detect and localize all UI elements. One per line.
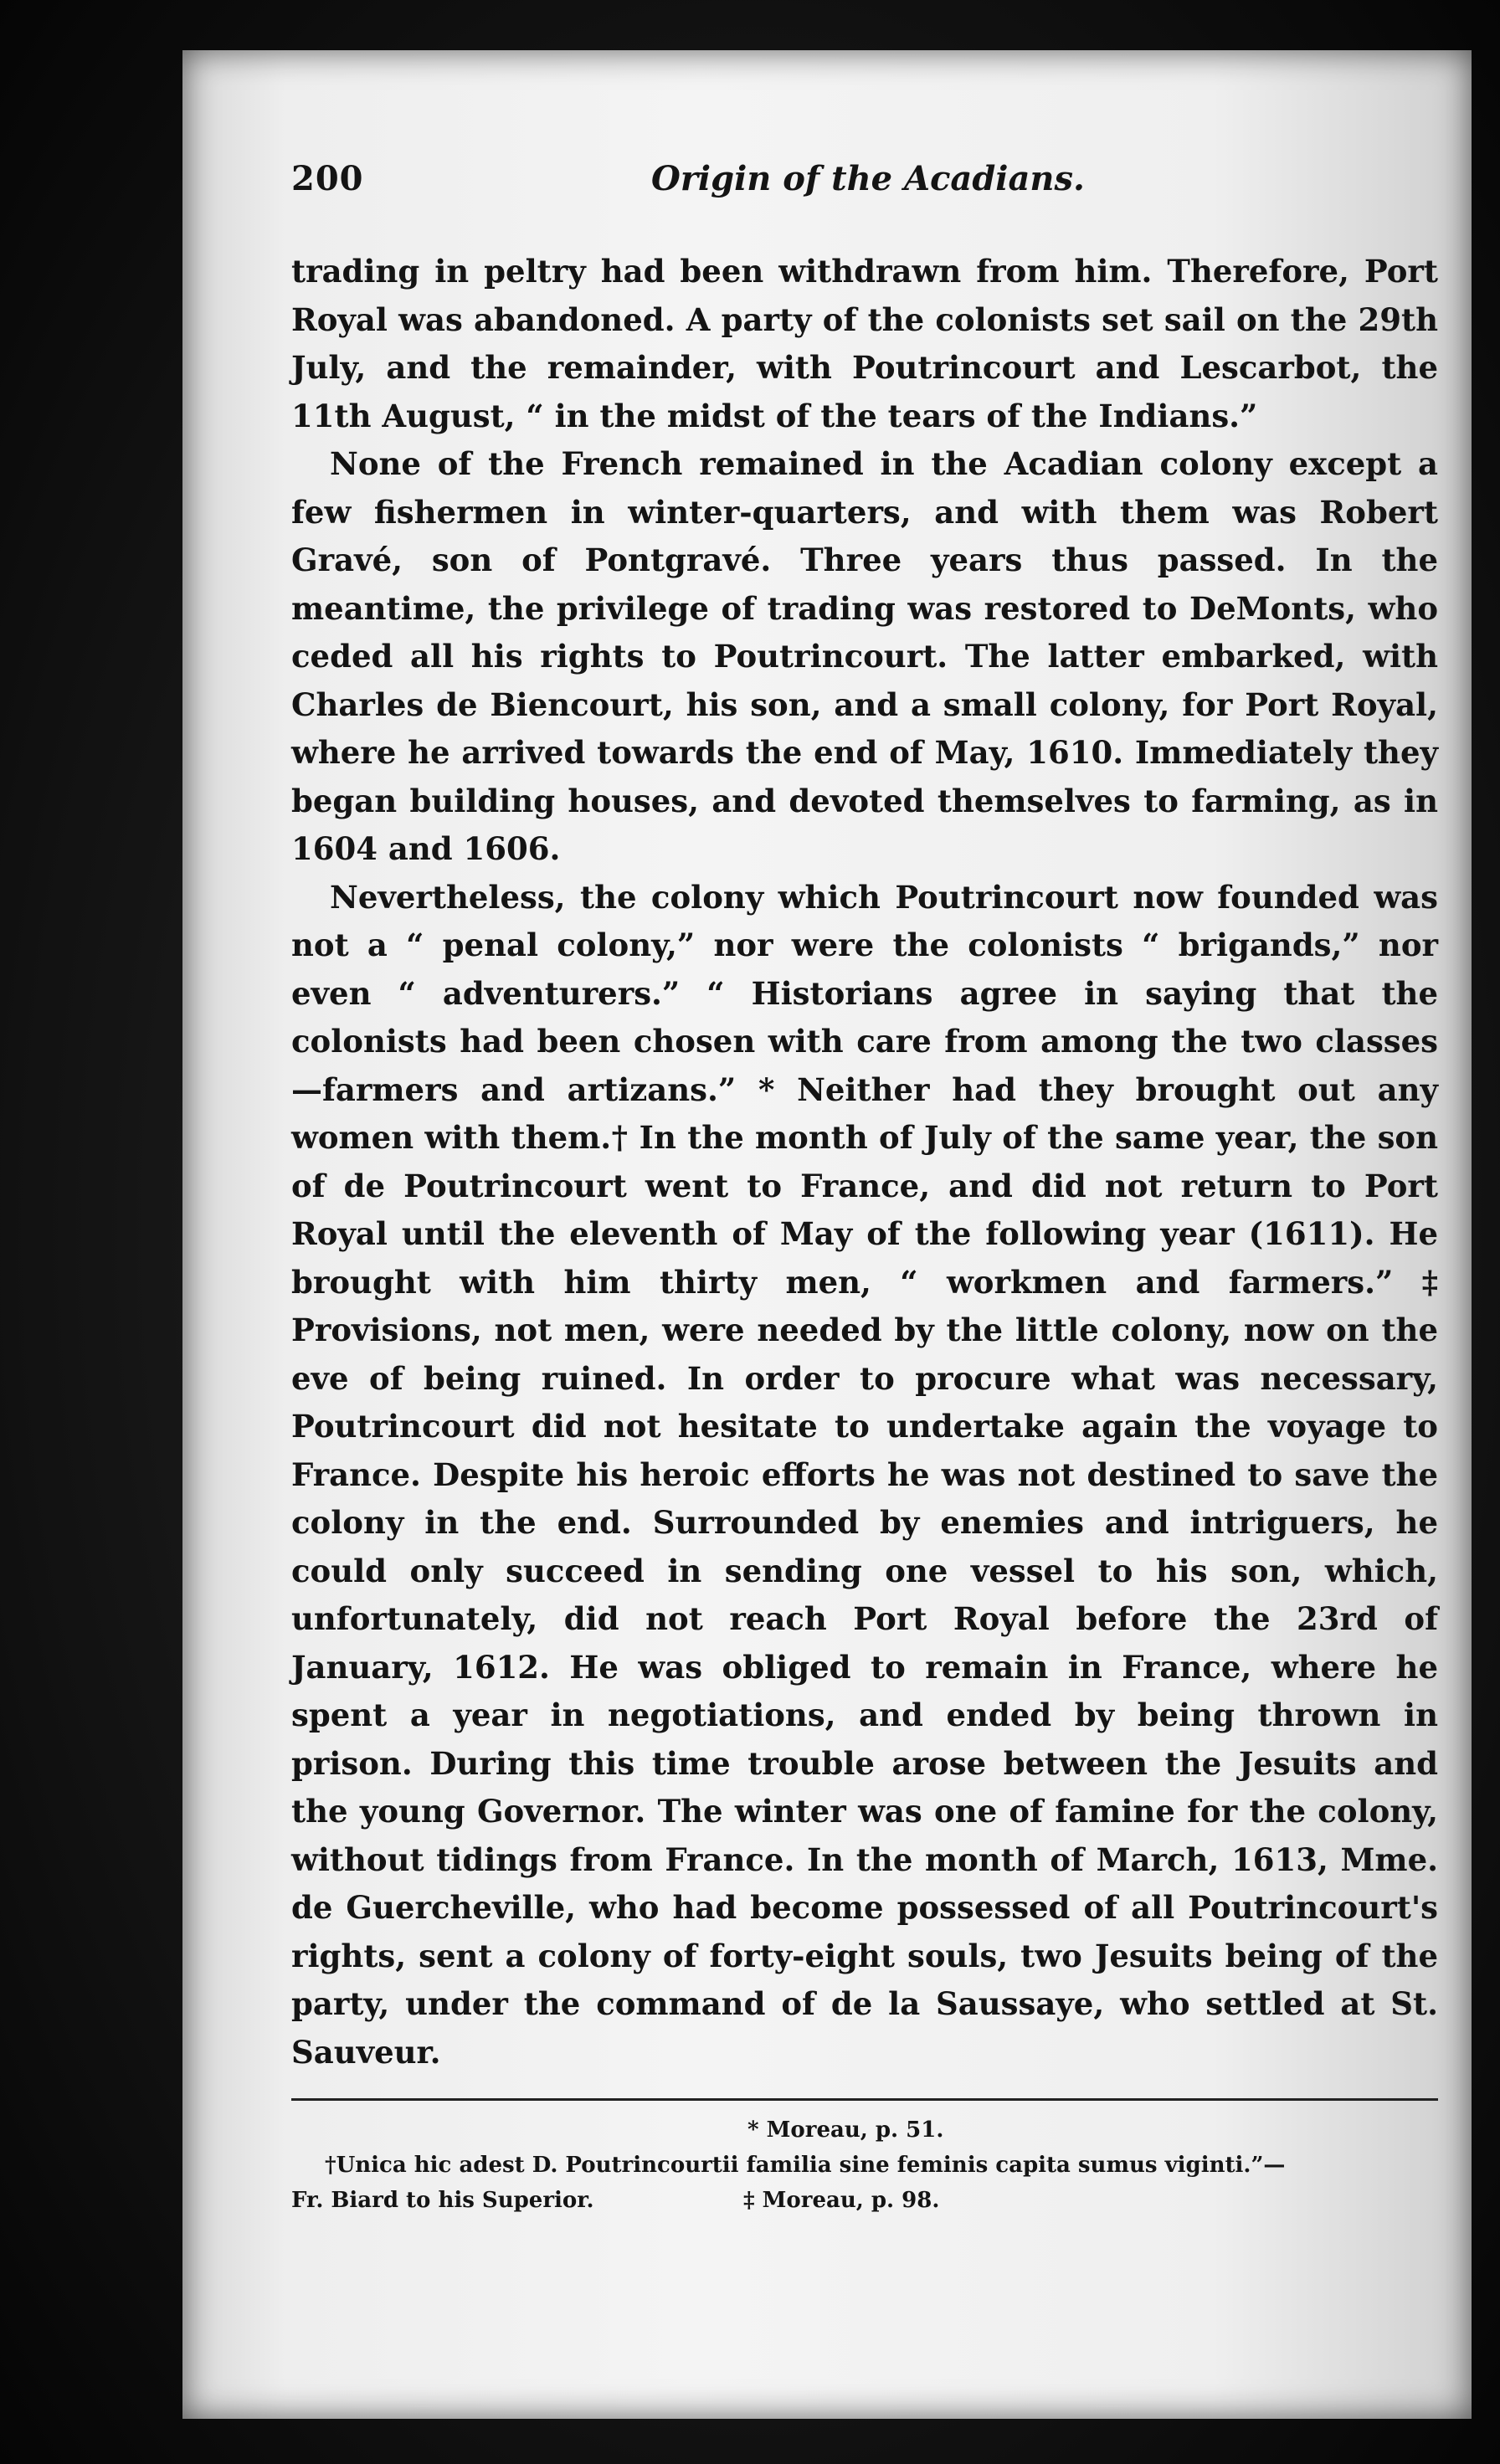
footnote-2-continuation: Fr. Biard to his Superior.: [291, 2188, 594, 2213]
footnote-row: [291, 2183, 1438, 2218]
running-title: Origin of the Acadians.: [651, 159, 1085, 198]
page-content: [291, 159, 1438, 2218]
body-paragraph-2: None of the French remained in the Acadian colony except a few fishermen in winter-quarters, and with them was Robert Gravé, son of Pontgravé. Three years thus passed. In the meantime, the privilege of trading was restored to DeMonts, who ceded all his rights to Poutrincourt. The latter embarked, with Charles de Biencourt, his son, and a small colony, for Port Royal, where he arrived towards the end of May, 1610. Immediately they began building houses, and devoted themselves to farming, as in 1604 and 1606.: [291, 445, 1438, 867]
footnote-1: * Moreau, p. 51.: [747, 2118, 944, 2143]
body-paragraph-1: trading in peltry had been withdrawn from him. Therefore, Port Royal was abandoned. A party of the colonists set sail on the 29th July, and the remainder, with Poutrincourt and Lescarbot, the 11th August, “ in the midst of the tears of the Indians.”: [291, 253, 1438, 434]
book-page: [182, 50, 1472, 2419]
footnote-3: ‡ Moreau, p. 98.: [743, 2188, 940, 2213]
footnote-2: †Unica hic adest D. Poutrincourtii familia sine feminis capita sumus viginti.”—: [325, 2153, 1286, 2178]
page-header: [291, 159, 1438, 218]
footnote-divider: [291, 2098, 1438, 2101]
body-paragraph-3: Nevertheless, the colony which Poutrincourt now founded was not a “ penal colony,” nor were the colonists “ brigands,” nor even “ adventurers.” “ Historians agree in saying that the colonists had been chosen with care from among the two classes—farmers and artizans.” * Neither had they brought out any women with them.† In the month of July of the same year, the son of de Poutrincourt went to France, and did not return to Port Royal until the eleventh of May of the following year (1611). He brought with him thirty men, “ workmen and farmers.” ‡ Provisions, not men, were needed by the little colony, now on the eve of being ruined. In order to procure what was necessary, Poutrincourt did not hesitate to undertake again the voyage to France. Despite his heroic efforts he was not destined to save the colony in the end. Surrounded by enemies and intriguers, he could only succeed in sending one vessel to his son, which, unfortunately, did not reach Port Royal before the 23rd of January, 1612. He was obliged to remain in France, where he spent a year in negotiations, and ended by being thrown in prison. During this time trouble arose between the Jesuits and the young Governor. The winter was one of famine for the colony, without tidings from France. In the month of March, 1613, Mme. de Guercheville, who had become possessed of all Poutrincourt's rights, sent a colony of forty-eight souls, two Jesuits being of the party, under the command of de la Saussaye, who settled at St. Sauveur.: [291, 878, 1438, 2071]
footnotes: [291, 2112, 1438, 2218]
page-number: 200: [291, 159, 364, 198]
